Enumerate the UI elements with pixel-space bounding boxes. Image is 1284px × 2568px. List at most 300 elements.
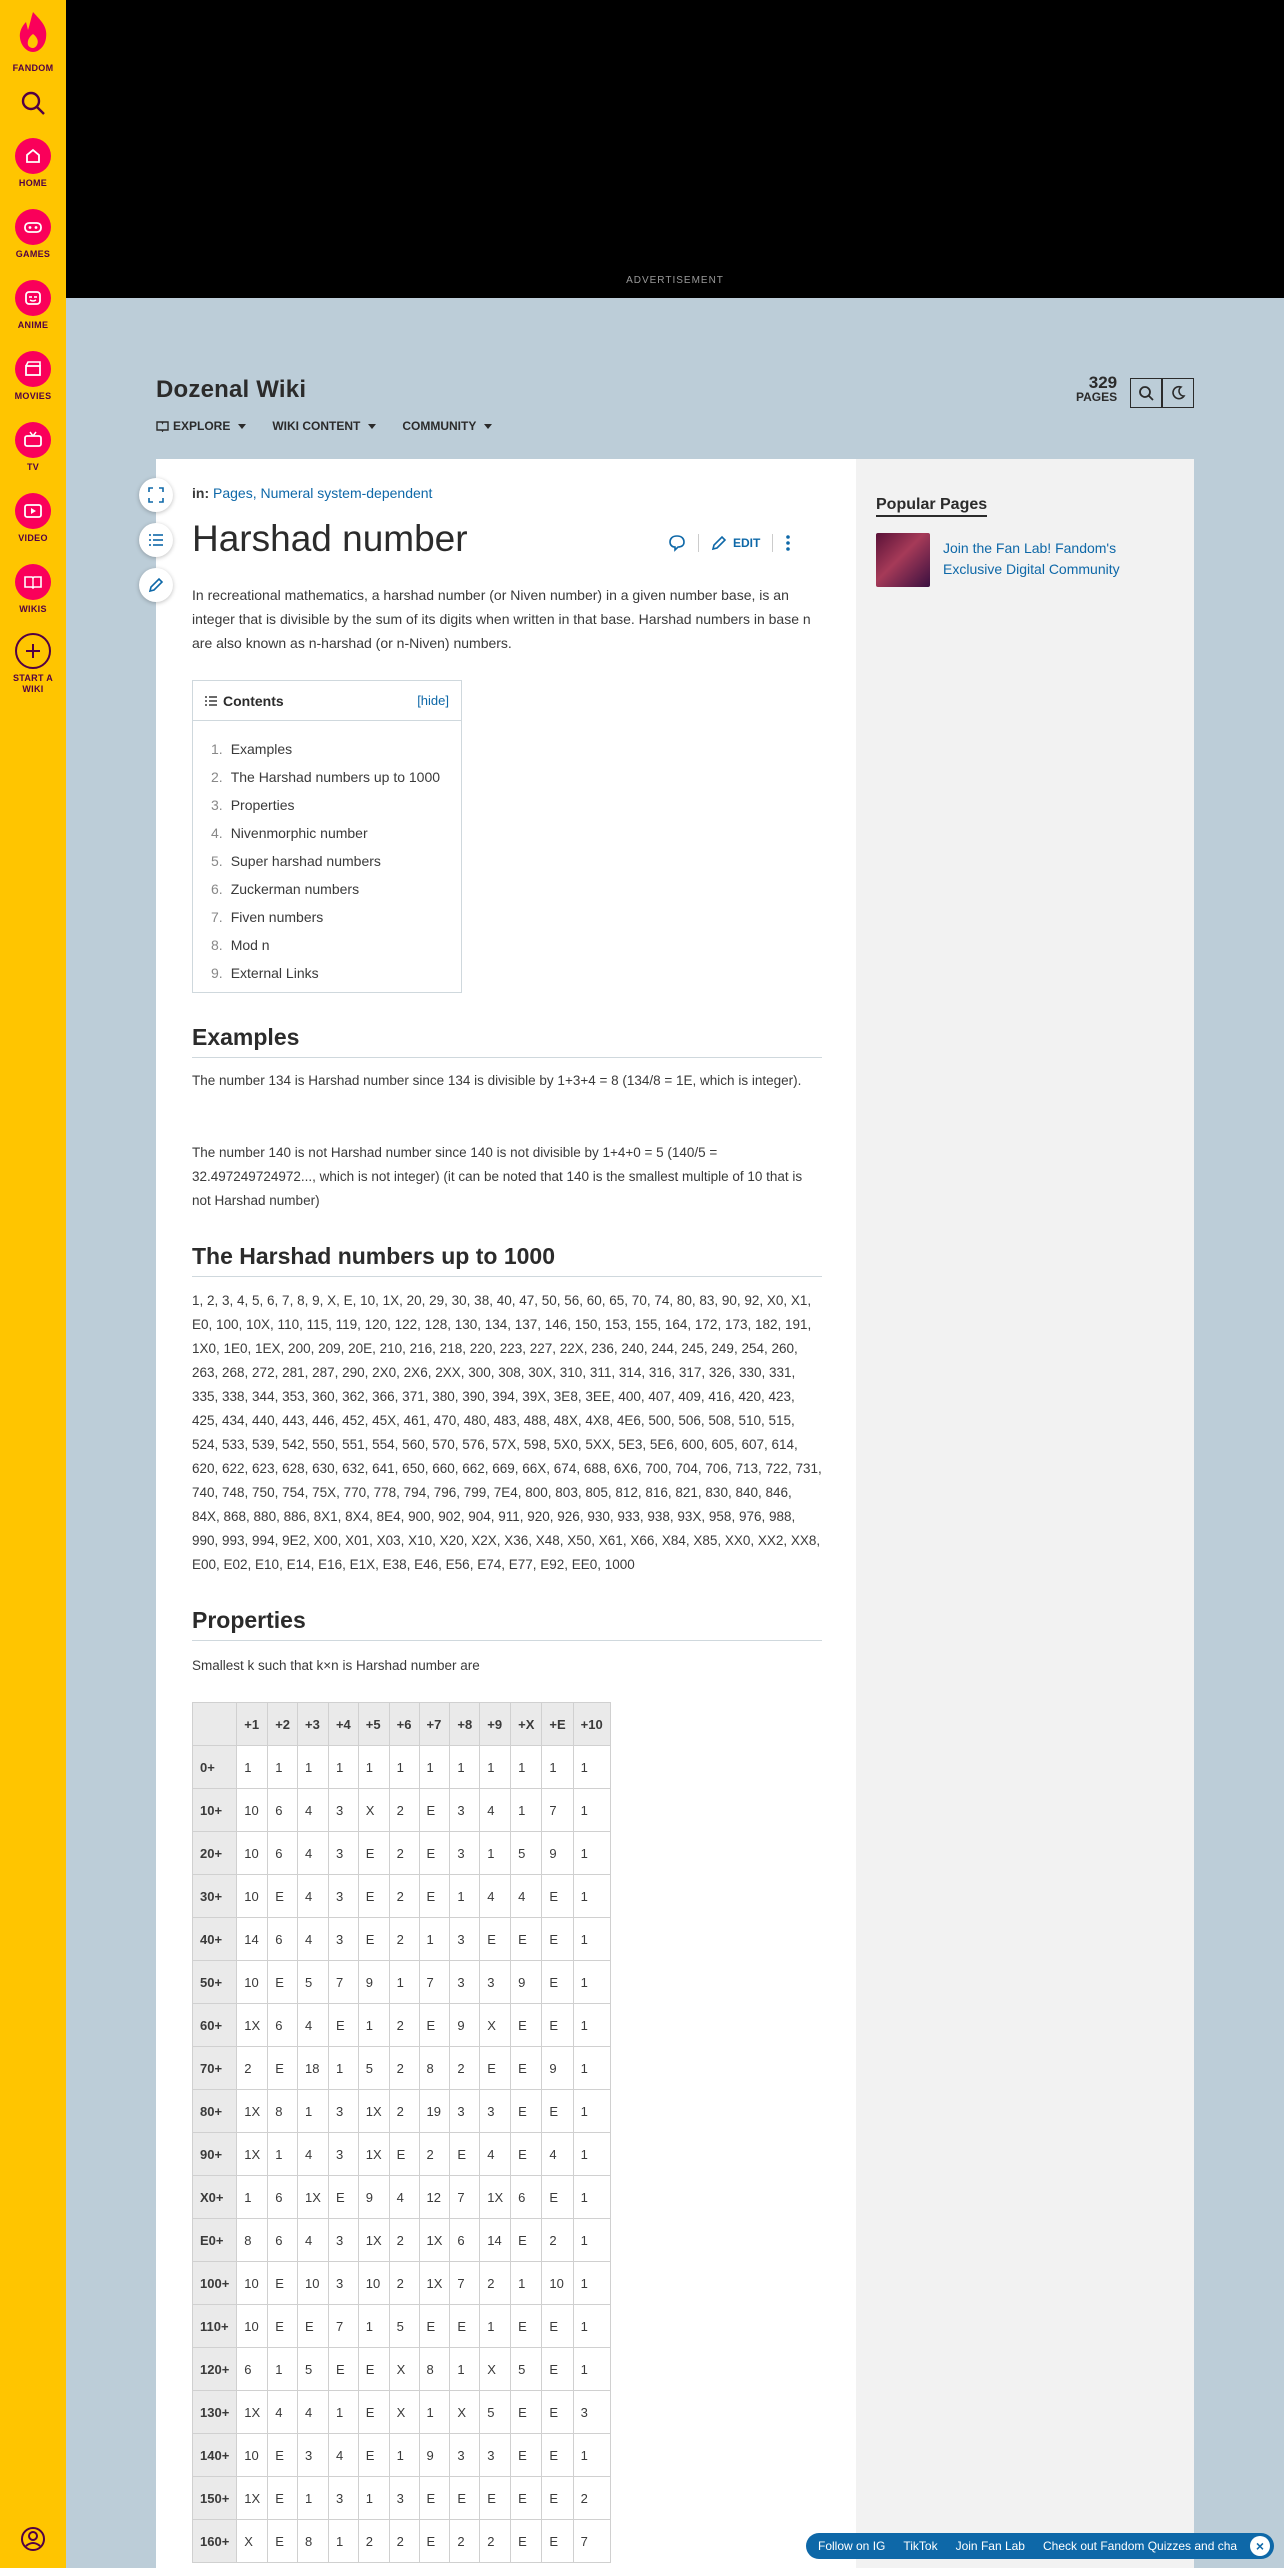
toc-toggle-button[interactable]: [139, 523, 173, 557]
rail-video[interactable]: [0, 493, 66, 544]
header-buttons: [1130, 378, 1194, 408]
table-cell: 7: [328, 2305, 358, 2348]
table-cell: E: [358, 2434, 389, 2477]
table-cell: X: [237, 2520, 268, 2563]
table-cell: 10: [237, 2434, 268, 2477]
start-a-wiki-button[interactable]: [0, 633, 66, 695]
table-cell: 3: [450, 1918, 480, 1961]
table-cell: 1: [358, 2004, 389, 2047]
search-icon: [20, 90, 46, 116]
table-cell: 7: [450, 2176, 480, 2219]
expand-icon: [148, 487, 164, 503]
harshad-list-heading: The Harshad numbers up to 1000: [192, 1243, 822, 1277]
social-link-ig[interactable]: Follow on IG: [818, 2539, 886, 2553]
table-cell: 1: [573, 2219, 610, 2262]
table-cell: 1X: [480, 2176, 511, 2219]
wiki-search-button[interactable]: [1130, 378, 1162, 408]
toc-item-label: Fiven numbers: [230, 909, 324, 925]
table-cell: 1: [328, 2520, 358, 2563]
table-cell: 1: [511, 1746, 542, 1789]
toc-hide-link[interactable]: [hide]: [417, 693, 449, 708]
table-cell: E: [419, 1832, 450, 1875]
table-cell: 8: [237, 2219, 268, 2262]
table-cell: 1X: [419, 2262, 450, 2305]
table-cell: E: [268, 2305, 298, 2348]
table-cell: 1X: [358, 2219, 389, 2262]
table-cell: 1: [237, 2176, 268, 2219]
table-row-header: 50+: [193, 1961, 237, 2004]
table-cell: 1: [328, 1746, 358, 1789]
theme-toggle-button[interactable]: [1162, 378, 1194, 408]
table-cell: X: [358, 1789, 389, 1832]
toc-item[interactable]: [211, 931, 443, 959]
table-cell: E: [542, 1918, 573, 1961]
table-cell: 1: [511, 2262, 542, 2305]
table-cell: E: [268, 2434, 298, 2477]
toc-item[interactable]: [211, 763, 443, 791]
pencil-icon: [711, 535, 727, 551]
chevron-down-icon: [238, 424, 246, 429]
table-row-header: X0+: [193, 2176, 237, 2219]
edit-button[interactable]: [711, 535, 760, 551]
properties-heading: Properties: [192, 1607, 822, 1641]
rail-wikis-label: WIKIS: [19, 604, 47, 614]
table-cell: 1: [419, 2391, 450, 2434]
table-cell: 3: [450, 2434, 480, 2477]
table-row-header: 150+: [193, 2477, 237, 2520]
table-body: [193, 1746, 611, 2563]
table-cell: 1: [573, 2176, 610, 2219]
table-cell: E: [511, 2219, 542, 2262]
toc-item-label: Properties: [230, 797, 295, 813]
table-row: [193, 1789, 611, 1832]
rail-movies-label: MOVIES: [14, 391, 52, 401]
toc-item-label: Nivenmorphic number: [230, 825, 368, 841]
table-cell: 10: [237, 1961, 268, 2004]
pages-counter: [1076, 373, 1118, 404]
anime-icon: [23, 289, 43, 307]
table-cell: 8: [419, 2348, 450, 2391]
table-cell: 3: [328, 2133, 358, 2176]
table-row: [193, 2219, 611, 2262]
rail-movies[interactable]: [0, 351, 66, 402]
table-cell: 10: [298, 2262, 329, 2305]
gamepad-icon: [23, 218, 43, 236]
table-column-header: +4: [328, 1703, 358, 1746]
table-cell: 2: [389, 2047, 419, 2090]
table-cell: E: [480, 2047, 511, 2090]
table-cell: 6: [268, 1832, 298, 1875]
table-cell: 6: [450, 2219, 480, 2262]
table-cell: 4: [328, 2434, 358, 2477]
toc-item-number: 5.: [211, 853, 223, 869]
table-cell: 10: [237, 2262, 268, 2305]
table-cell: 1: [358, 2477, 389, 2520]
table-row-header: 130+: [193, 2391, 237, 2434]
table-cell: 1: [511, 1789, 542, 1832]
table-cell: 5: [480, 2391, 511, 2434]
table-cell: 2: [450, 2520, 480, 2563]
table-cell: 2: [389, 1789, 419, 1832]
table-cell: 2: [480, 2262, 511, 2305]
table-cell: E: [419, 1789, 450, 1832]
category-line: [192, 485, 432, 501]
toc-item[interactable]: [211, 847, 443, 875]
table-cell: E: [419, 2520, 450, 2563]
toc-item[interactable]: [211, 959, 443, 987]
fandom-flame-icon: [16, 10, 50, 54]
toc-item[interactable]: [211, 819, 443, 847]
table-cell: 2: [389, 1832, 419, 1875]
table-cell: 5: [511, 1832, 542, 1875]
wiki-navigation: [156, 419, 492, 433]
table-cell: 1: [573, 1918, 610, 1961]
table-cell: 3: [328, 1875, 358, 1918]
table-cell: 4: [298, 1875, 329, 1918]
search-rail-button[interactable]: [0, 90, 66, 121]
toc-item[interactable]: [211, 875, 443, 903]
table-cell: 2: [419, 2133, 450, 2176]
social-link-quizzes[interactable]: Check out Fandom Quizzes and cha: [1042, 2539, 1238, 2553]
table-cell: 1X: [237, 2477, 268, 2520]
book-icon: [23, 573, 43, 591]
table-cell: 2: [573, 2477, 610, 2520]
table-row: [193, 2305, 611, 2348]
table-cell: E: [511, 2477, 542, 2520]
table-cell: 1: [573, 2090, 610, 2133]
advertisement-slot[interactable]: [66, 0, 1284, 298]
table-cell: 5: [389, 2305, 419, 2348]
harshad-list-text: 1, 2, 3, 4, 5, 6, 7, 8, 9, X, E, 10, 1X, 20, 29, 30, 38, 40, 47, 50, 56, 60, 65, 70, 74, 80, 83, 90, 92, X0, X1, E0, 100, 10X, 110, 115, 119, 120, 122, 128, 130, 134, 137, 146, 150, 153, 155, 164, 172, 173, 182, 191, 1X0, 1E0, 1EX, 200, 209, 20E, 210, 216, 218, 220, 223, 227, 22X, 236, 240, 244, 245, 249, 254, 260, 263, 268, 272, 281, 287, 290, 2X0, 2X6, 2XX, 300, 308, 30X, 310, 311, 314, 316, 317, 326, 330, 331, 335, 338, 344, 353, 360, 362, 366, 371, 380, 390, 394, 39X, 3E8, 3EE, 400, 407, 409, 416, 420, 423, 425, 434, 440, 443, 446, 452, 45X, 461, 470, 480, 483, 488, 48X, 4X8, 4E6, 500, 506, 508, 510, 515, 524, 533, 539, 542, 550, 551, 554, 560, 570, 576, 57X, 598, 5X0, 5XX, 5E3, 5E6, 600, 605, 607, 614, 620, 622, 623, 628, 630, 632, 641, 650, 660, 662, 669, 66X, 674, 688, 6X6, 700, 704, 706, 713, 722, 731, 740, 748, 750, 754, 75X, 770, 778, 794, 796, 799, 7E4, 800, 803, 805, 812, 816, 821, 830, 840, 846, 84X, 868, 880, 886, 8X1, 8X4, 8E4, 900, 902, 904, 911, 920, 926, 930, 933, 938, 93X, 958, 976, 988, 990, 993, 994, 9E2, X00, X01, X03, X10, X20, X2X, X36, X48, X50, X61, X66, X84, X85, XX0, XX2, XX8, E00, E02, E10, E14, E16, E1X, E38, E46, E56, E74, E77, E92, EE0, 1000: [192, 1293, 822, 1572]
table-cell: E: [268, 1875, 298, 1918]
search-icon: [1138, 385, 1154, 401]
toc-item[interactable]: [211, 735, 443, 763]
table-cell: E: [480, 1918, 511, 1961]
toc-item-number: 1.: [211, 741, 223, 757]
table-cell: 19: [419, 2090, 450, 2133]
table-cell: 3: [328, 2219, 358, 2262]
table-row-header: 160+: [193, 2520, 237, 2563]
toc-item-label: Mod n: [230, 937, 270, 953]
table-cell: E: [268, 2477, 298, 2520]
table-cell: 1X: [237, 2090, 268, 2133]
toc-item[interactable]: [211, 903, 443, 931]
table-cell: 3: [450, 2090, 480, 2133]
more-actions-icon[interactable]: [785, 534, 791, 552]
table-row-header: 0+: [193, 1746, 237, 1789]
user-account-button[interactable]: [0, 2526, 66, 2557]
table-cell: 1: [573, 2004, 610, 2047]
table-cell: 3: [480, 1961, 511, 2004]
nav-wiki-content[interactable]: [272, 419, 376, 433]
table-cell: 10: [237, 1789, 268, 1832]
table-cell: X: [389, 2391, 419, 2434]
examples-heading: Examples: [192, 1024, 822, 1058]
table-cell: E: [268, 2520, 298, 2563]
social-link-tiktok[interactable]: TikTok: [903, 2539, 938, 2553]
table-cell: E: [298, 2305, 329, 2348]
table-cell: E: [419, 2004, 450, 2047]
rail-anime-label: ANIME: [17, 320, 49, 330]
table-cell: E: [450, 2305, 480, 2348]
pages-count: 329: [1088, 373, 1118, 392]
table-cell: 1: [389, 2434, 419, 2477]
advertisement-label: ADVERTISEMENT: [626, 275, 724, 286]
rail-home[interactable]: [0, 138, 66, 189]
toc-header: [193, 681, 461, 721]
table-cell: 4: [511, 1875, 542, 1918]
table-cell: 1X: [237, 2004, 268, 2047]
table-column-header: +E: [542, 1703, 573, 1746]
table-cell: E: [542, 2434, 573, 2477]
table-cell: 1: [480, 2305, 511, 2348]
table-cell: 1: [268, 1746, 298, 1789]
table-cell: E: [268, 2262, 298, 2305]
table-cell: E: [542, 2004, 573, 2047]
toc-item-label: Examples: [230, 741, 293, 757]
table-cell: 1: [328, 2391, 358, 2434]
table-cell: 2: [389, 2520, 419, 2563]
table-cell: E: [328, 2348, 358, 2391]
rail-video-label: VIDEO: [18, 533, 48, 543]
table-row: [193, 2133, 611, 2176]
table-row: [193, 2434, 611, 2477]
rail-wikis[interactable]: [0, 564, 66, 615]
table-cell: 9: [358, 2176, 389, 2219]
table-cell: 1: [573, 2434, 610, 2477]
table-cell: E: [511, 2047, 542, 2090]
nav-explore-label: EXPLORE: [173, 419, 231, 433]
toc-item-number: 8.: [211, 937, 223, 953]
example-2-text: The number 140 is not Harshad number since 140 is not divisible by 1+4+0 = 5 (140/5 = 32.497249724972..., which is not integer) (it can be noted that 140 is the smallest multiple of 10 that is not Harshad number): [192, 1145, 803, 1208]
table-cell: 1: [237, 1746, 268, 1789]
table-column-header: +X: [511, 1703, 542, 1746]
comment-icon[interactable]: [668, 534, 686, 552]
table-cell: 4: [389, 2176, 419, 2219]
toc-title: Contents: [223, 692, 284, 709]
table-cell: 3: [389, 2477, 419, 2520]
table-cell: E: [358, 1918, 389, 1961]
table-cell: 1: [480, 1832, 511, 1875]
table-cell: 4: [298, 1918, 329, 1961]
table-cell: 1: [573, 1961, 610, 2004]
table-cell: 6: [511, 2176, 542, 2219]
table-cell: 1X: [298, 2176, 329, 2219]
table-row: [193, 1875, 611, 1918]
table-row-header: 100+: [193, 2262, 237, 2305]
table-column-header: [193, 1703, 237, 1746]
table-cell: 6: [268, 2219, 298, 2262]
tv-icon: [23, 431, 43, 449]
rail-anime[interactable]: [0, 280, 66, 331]
table-column-header: +7: [419, 1703, 450, 1746]
table-row: [193, 1746, 611, 1789]
table-cell: E: [419, 2477, 450, 2520]
table-cell: 1: [573, 1875, 610, 1918]
chevron-down-icon: [484, 424, 492, 429]
table-cell: 7: [419, 1961, 450, 2004]
table-cell: E: [511, 2133, 542, 2176]
toc-item-number: 6.: [211, 881, 223, 897]
table-cell: 1: [542, 1746, 573, 1789]
table-cell: 2: [358, 2520, 389, 2563]
global-nav-rail: [0, 0, 66, 2568]
rail-games[interactable]: [0, 209, 66, 260]
table-row-header: 20+: [193, 1832, 237, 1875]
table-row-header: 40+: [193, 1918, 237, 1961]
categories-prefix: in:: [192, 485, 210, 501]
table-cell: 1X: [237, 2391, 268, 2434]
table-row-header: 140+: [193, 2434, 237, 2477]
table-cell: 1: [389, 1961, 419, 2004]
table-cell: 7: [328, 1961, 358, 2004]
table-row: [193, 2004, 611, 2047]
table-cell: 1: [298, 1746, 329, 1789]
table-cell: E: [511, 2305, 542, 2348]
table-cell: E: [542, 2348, 573, 2391]
table-cell: 1: [450, 1746, 480, 1789]
divider: [698, 534, 699, 552]
table-cell: 1: [358, 1746, 389, 1789]
table-cell: 4: [480, 1789, 511, 1832]
toc-item-number: 7.: [211, 909, 223, 925]
table-cell: E: [511, 1918, 542, 1961]
table-row: [193, 2348, 611, 2391]
plus-icon: [24, 642, 42, 660]
table-cell: 1: [573, 1789, 610, 1832]
table-cell: 6: [268, 2176, 298, 2219]
popular-pages-title: Popular Pages: [876, 495, 987, 517]
table-cell: E: [511, 2391, 542, 2434]
table-cell: 1X: [358, 2090, 389, 2133]
clapperboard-icon: [23, 360, 43, 378]
table-row: [193, 2047, 611, 2090]
rail-tv[interactable]: [0, 422, 66, 473]
category-links[interactable]: Pages, Numeral system-dependent: [213, 485, 433, 501]
table-row-header: 80+: [193, 2090, 237, 2133]
toc-item-number: 4.: [211, 825, 223, 841]
table-cell: 14: [480, 2219, 511, 2262]
table-column-header: +6: [389, 1703, 419, 1746]
table-cell: 10: [358, 2262, 389, 2305]
toc-item[interactable]: [211, 791, 443, 819]
full-width-toggle-button[interactable]: [139, 478, 173, 512]
toc-item-number: 9.: [211, 965, 223, 981]
table-column-header: +3: [298, 1703, 329, 1746]
table-cell: 3: [480, 2434, 511, 2477]
close-icon[interactable]: ×: [1250, 2536, 1270, 2556]
table-cell: 1: [573, 2348, 610, 2391]
table-cell: E: [328, 2176, 358, 2219]
popular-page-thumbnail[interactable]: [876, 533, 930, 587]
table-cell: X: [389, 2348, 419, 2391]
table-cell: E: [542, 2520, 573, 2563]
fandom-logo[interactable]: [0, 10, 66, 74]
table-cell: 1: [573, 2305, 610, 2348]
table-cell: E: [450, 2477, 480, 2520]
table-row-header: 110+: [193, 2305, 237, 2348]
table-cell: E: [328, 2004, 358, 2047]
table-cell: 6: [268, 2004, 298, 2047]
right-rail: [856, 459, 1194, 2568]
table-row: [193, 2520, 611, 2563]
rail-tv-label: TV: [26, 462, 40, 472]
table-cell: 1: [389, 1746, 419, 1789]
table-cell: 4: [542, 2133, 573, 2176]
table-cell: E: [358, 1875, 389, 1918]
moon-icon: [1170, 385, 1186, 401]
table-cell: 14: [237, 1918, 268, 1961]
table-column-header: +10: [573, 1703, 610, 1746]
table-cell: 1: [358, 2305, 389, 2348]
smallest-k-table: [192, 1702, 611, 2563]
toc-item-label: The Harshad numbers up to 1000: [230, 769, 441, 785]
table-cell: E: [268, 1961, 298, 2004]
table-cell: E: [389, 2133, 419, 2176]
table-row: [193, 2090, 611, 2133]
table-cell: E: [542, 2391, 573, 2434]
table-cell: 10: [237, 1875, 268, 1918]
table-cell: 1: [268, 2133, 298, 2176]
table-cell: 2: [389, 1918, 419, 1961]
book-icon: [156, 420, 169, 432]
table-cell: 10: [237, 1832, 268, 1875]
table-cell: E: [542, 2090, 573, 2133]
table-cell: E: [542, 2477, 573, 2520]
table-cell: E: [542, 2176, 573, 2219]
table-cell: E: [419, 1875, 450, 1918]
user-icon: [20, 2526, 46, 2552]
table-row-header: 60+: [193, 2004, 237, 2047]
table-cell: 2: [480, 2520, 511, 2563]
nav-explore[interactable]: [156, 419, 246, 433]
table-cell: 10: [237, 2305, 268, 2348]
table-cell: E: [419, 2305, 450, 2348]
social-link-fanlab[interactable]: Join Fan Lab: [955, 2539, 1025, 2553]
page-title: Harshad number: [192, 518, 468, 559]
table-cell: 4: [480, 1875, 511, 1918]
sticky-edit-button[interactable]: [139, 568, 173, 602]
toc-item-label: External Links: [230, 965, 319, 981]
table-cell: 12: [419, 2176, 450, 2219]
wiki-title[interactable]: Dozenal Wiki: [156, 376, 307, 403]
example-1-text: The number 134 is Harshad number since 134 is divisible by 1+3+4 = 8 (134/8 = 1E, which is integer).: [192, 1073, 802, 1088]
table-cell: 3: [328, 1789, 358, 1832]
table-cell: 1: [298, 2090, 329, 2133]
table-row: [193, 1832, 611, 1875]
nav-community[interactable]: [402, 419, 492, 433]
table-row: [193, 2391, 611, 2434]
table-cell: X: [480, 2004, 511, 2047]
table-column-header: +5: [358, 1703, 389, 1746]
table-column-header: +9: [480, 1703, 511, 1746]
table-cell: 3: [480, 2090, 511, 2133]
table-cell: 3: [328, 2262, 358, 2305]
table-row: [193, 1961, 611, 2004]
table-header-row: [193, 1703, 611, 1746]
table-cell: 1: [573, 2133, 610, 2176]
home-icon: [24, 147, 42, 165]
table-cell: 4: [298, 1789, 329, 1832]
table-cell: 4: [298, 2133, 329, 2176]
table-cell: 2: [389, 1875, 419, 1918]
social-bar: [806, 2533, 1274, 2559]
table-cell: 6: [237, 2348, 268, 2391]
popular-page-link[interactable]: Join the Fan Lab! Fandom's Exclusive Digital Community: [943, 540, 1120, 577]
toc-item-label: Super harshad numbers: [230, 853, 381, 869]
table-cell: 10: [542, 2262, 573, 2305]
chevron-down-icon: [368, 424, 376, 429]
